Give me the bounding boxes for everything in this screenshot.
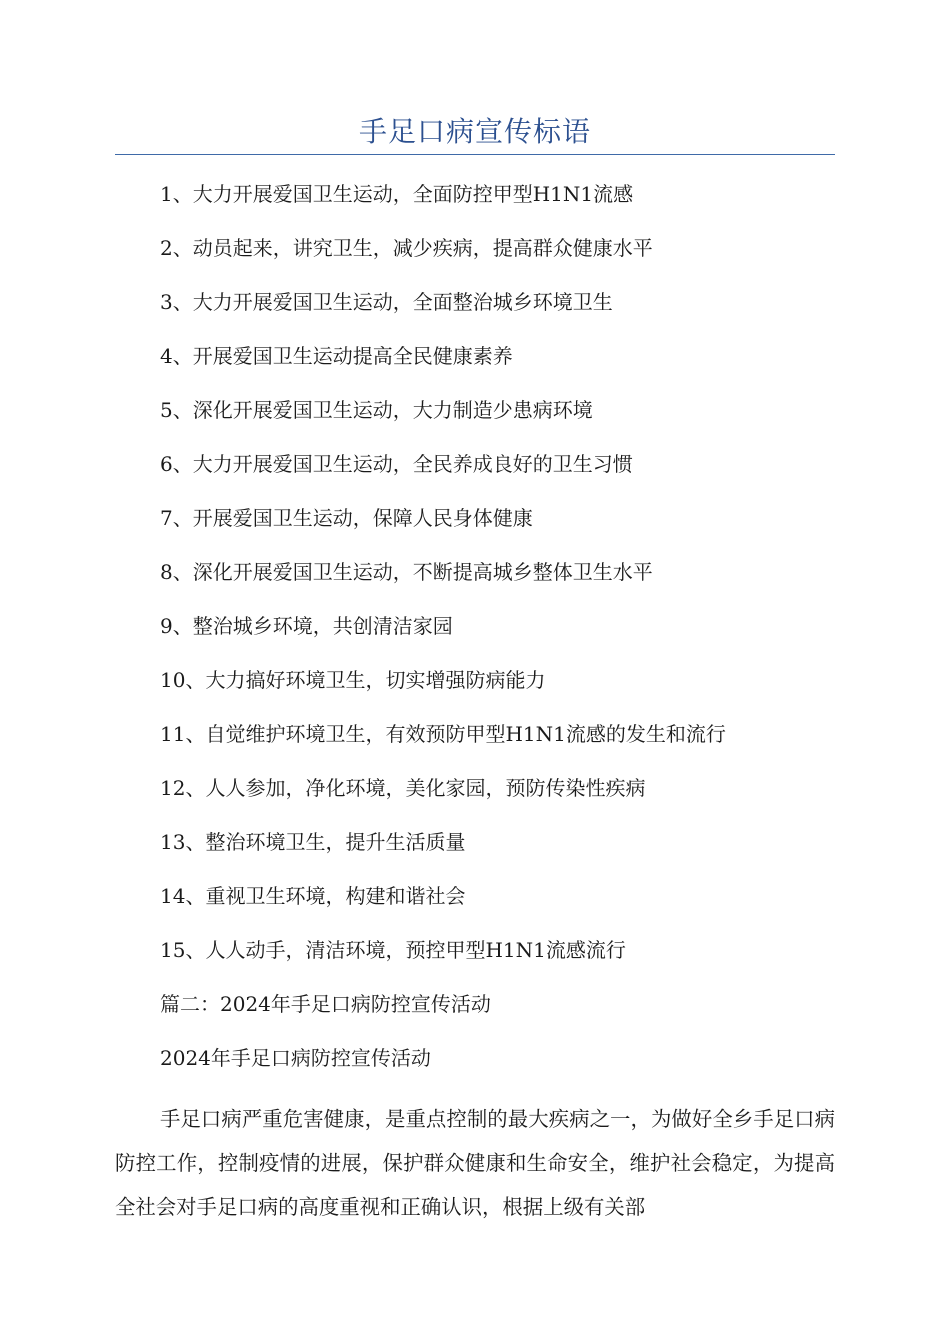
slogan-line: 8、深化开展爱国卫生运动，不断提高城乡整体卫生水平 — [160, 560, 653, 584]
slogan-line: 13、整治环境卫生，提升生活质量 — [160, 830, 466, 854]
slogan-line: 2、动员起来，讲究卫生，减少疾病，提高群众健康水平 — [160, 236, 653, 260]
section-heading: 篇二：2024年手足口病防控宣传活动 — [160, 992, 491, 1016]
slogan-line: 12、人人参加，净化环境，美化家园，预防传染性疾病 — [160, 776, 646, 800]
section-subheading: 2024年手足口病防控宣传活动 — [160, 1046, 431, 1070]
slogan-line: 7、开展爱国卫生运动，保障人民身体健康 — [160, 506, 533, 530]
document-title: 手足口病宣传标语 — [358, 115, 591, 148]
body-paragraph: 手足口病严重危害健康，是重点控制的最大疾病之一，为做好全乡手足口病防控工作，控制疫情的进展，保护群众健康和生命安全，维护社会稳定，为提高全社会对手足口病的高度重视和正确认识，根据上级有关部 — [115, 1107, 835, 1219]
slogan-line: 3、大力开展爱国卫生运动，全面整治城乡环境卫生 — [160, 290, 613, 314]
slogan-line: 6、大力开展爱国卫生运动，全民养成良好的卫生习惯 — [160, 452, 633, 476]
slogan-line: 10、大力搞好环境卫生，切实增强防病能力 — [160, 668, 546, 692]
slogan-line: 1、大力开展爱国卫生运动，全面防控甲型H1N1流感 — [160, 182, 634, 206]
slogan-list — [160, 176, 726, 1094]
slogan-line: 11、自觉维护环境卫生，有效预防甲型H1N1流感的发生和流行 — [160, 722, 726, 746]
slogan-line: 9、整治城乡环境，共创清洁家园 — [160, 614, 453, 638]
slogan-line: 14、重视卫生环境，构建和谐社会 — [160, 884, 466, 908]
slogan-line: 4、开展爱国卫生运动提高全民健康素养 — [160, 344, 513, 368]
slogan-line: 15、人人动手，清洁环境，预控甲型H1N1流感流行 — [160, 938, 626, 962]
slogan-line: 5、深化开展爱国卫生运动，大力制造少患病环境 — [160, 398, 593, 422]
title-underline — [115, 154, 835, 155]
